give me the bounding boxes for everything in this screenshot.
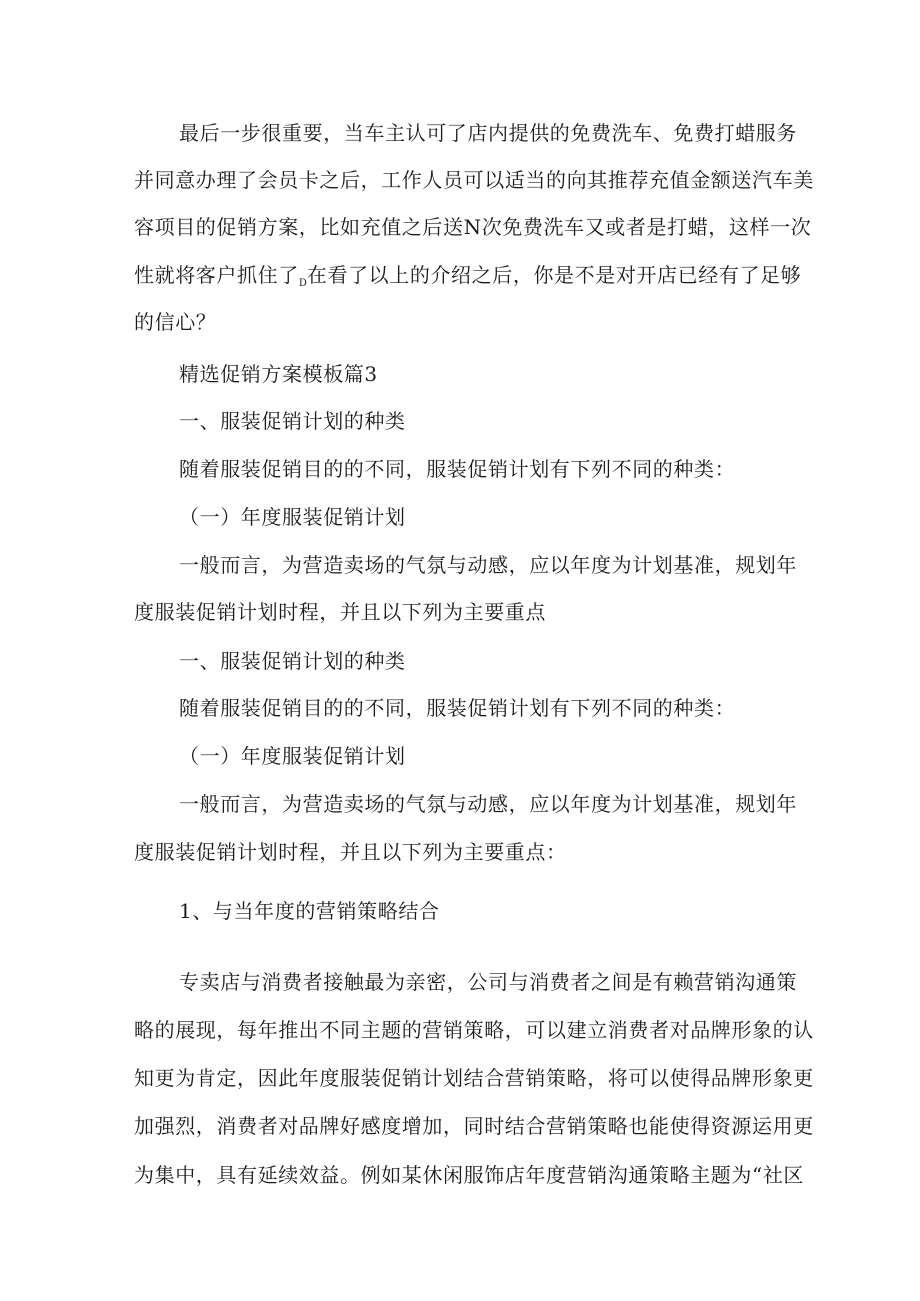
paragraph-line: 随着服装促销目的的不同，服装促销计划有下列不同的种类： [179, 457, 736, 481]
paragraph-line: 一般而言，为营造卖场的气氛与动感，应以年度为计划基准，规划年 [179, 553, 797, 577]
paragraph-text: 性就将客户抓住了 [134, 263, 299, 287]
paragraph-line: 知更为肯定，因此年度服装促销计划结合营销策略，将可以使得品牌形象更 [134, 1066, 814, 1090]
subscript-mark: D [298, 278, 307, 289]
paragraph-line: 加强烈，消费者对品牌好感度增加，同时结合营销策略也能使得资源运用更 [134, 1114, 814, 1138]
list-item: 1、与当年度的营销策略结合 [179, 899, 440, 923]
section-title: 精选促销方案模板篇3 [179, 362, 378, 386]
paragraph-line: 一般而言，为营造卖场的气氛与动感，应以年度为计划基准，规划年 [179, 792, 797, 816]
sub-heading: （一）年度服装促销计划 [179, 505, 406, 529]
paragraph-line: 度服装促销计划时程，并且以下列为主要重点 [134, 600, 546, 624]
paragraph-line: 随着服装促销目的的不同，服装促销计划有下列不同的种类： [179, 696, 736, 720]
heading: 一、服装促销计划的种类 [179, 649, 406, 673]
paragraph-line: 专卖店与消费者接触最为亲密，公司与消费者之间是有赖营销沟通策 [179, 970, 797, 994]
paragraph-line: 度服装促销计划时程，并且以下列为主要重点： [134, 840, 567, 864]
paragraph-line: 最后一步很重要，当车主认可了店内提供的免费洗车、免费打蜡服务 [179, 121, 797, 145]
paragraph-line [134, 262, 801, 297]
paragraph-line: 容项目的促销方案，比如充值之后送N次免费洗车又或者是打蜡，这样一次 [134, 215, 812, 239]
paragraph-line: 为集中，具有延续效益。例如某休闲服饰店年度营销沟通策略主题为“社区 [134, 1163, 805, 1187]
heading: 一、服装促销计划的种类 [179, 409, 406, 433]
paragraph-line: 的信心？ [134, 310, 217, 334]
paragraph-line: 并同意办理了会员卡之后，工作人员可以适当的向其推荐充值金额送汽车美 [134, 168, 814, 192]
paragraph-text: 在看了以上的介绍之后，你是不是对开店已经有了足够 [306, 263, 802, 287]
sub-heading: （一）年度服装促销计划 [179, 744, 406, 768]
paragraph-line: 略的展现，每年推出不同主题的营销策略，可以建立消费者对品牌形象的认 [134, 1018, 814, 1042]
